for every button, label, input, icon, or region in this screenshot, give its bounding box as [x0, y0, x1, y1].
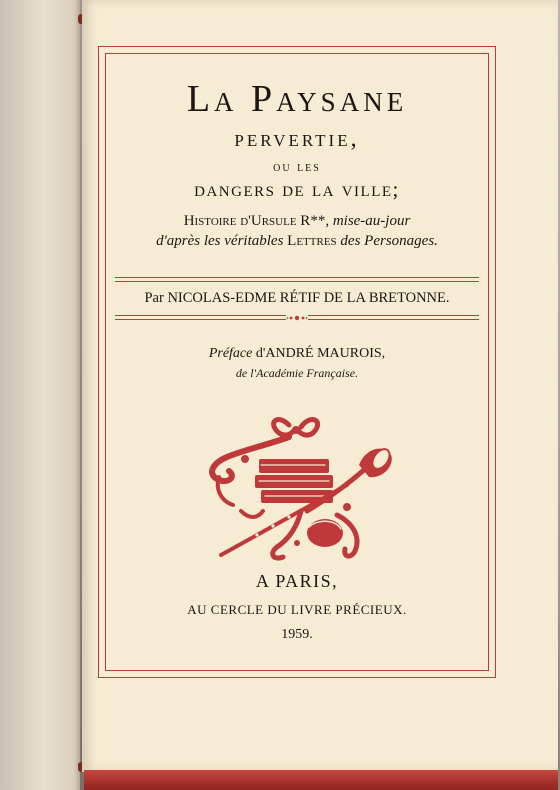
title-line-1: La Paysane: [186, 78, 408, 120]
publication-year: 1959.: [281, 627, 313, 642]
subtitle-line-1: [105, 213, 489, 230]
subtitle-mark: **: [310, 213, 326, 229]
fleuron-ornament-icon: [286, 314, 308, 322]
preface-line: [105, 346, 489, 362]
subtitle-small-caps-2: Lettres: [287, 233, 337, 249]
subtitle-italic-3: des Personages.: [336, 233, 438, 249]
place-of-publication: A PARIS,: [255, 571, 339, 591]
subtitle-italic-2: d'après les véritables: [156, 233, 288, 249]
subtitle-small-caps: Histoire d'Ursule R: [183, 213, 311, 229]
author-line: Par NICOLAS-EDME RÉTIF DE LA BRETONNE.: [144, 290, 450, 306]
subtitle-line-2: [105, 233, 489, 250]
subtitle-italic: , mise-au-jour: [325, 213, 411, 229]
title-page-content: [105, 53, 489, 671]
title-line-2: pervertie,: [234, 126, 360, 152]
preface-affiliation: de l'Académie Française.: [235, 366, 359, 380]
publisher-line: AU CERCLE DU LIVRE PRÉCIEUX.: [187, 602, 407, 617]
preface-name: d'ANDRÉ MAUROIS,: [252, 346, 386, 361]
preface-prefix: Préface: [208, 346, 253, 361]
left-page-edge: [0, 0, 80, 790]
title-line-3: ou les: [273, 160, 321, 175]
trophy-vignette-icon: [197, 415, 397, 567]
red-cover-edge: [84, 770, 558, 790]
title-line-4: dangers de la ville;: [194, 177, 400, 201]
divider-rule-top: [115, 277, 479, 282]
